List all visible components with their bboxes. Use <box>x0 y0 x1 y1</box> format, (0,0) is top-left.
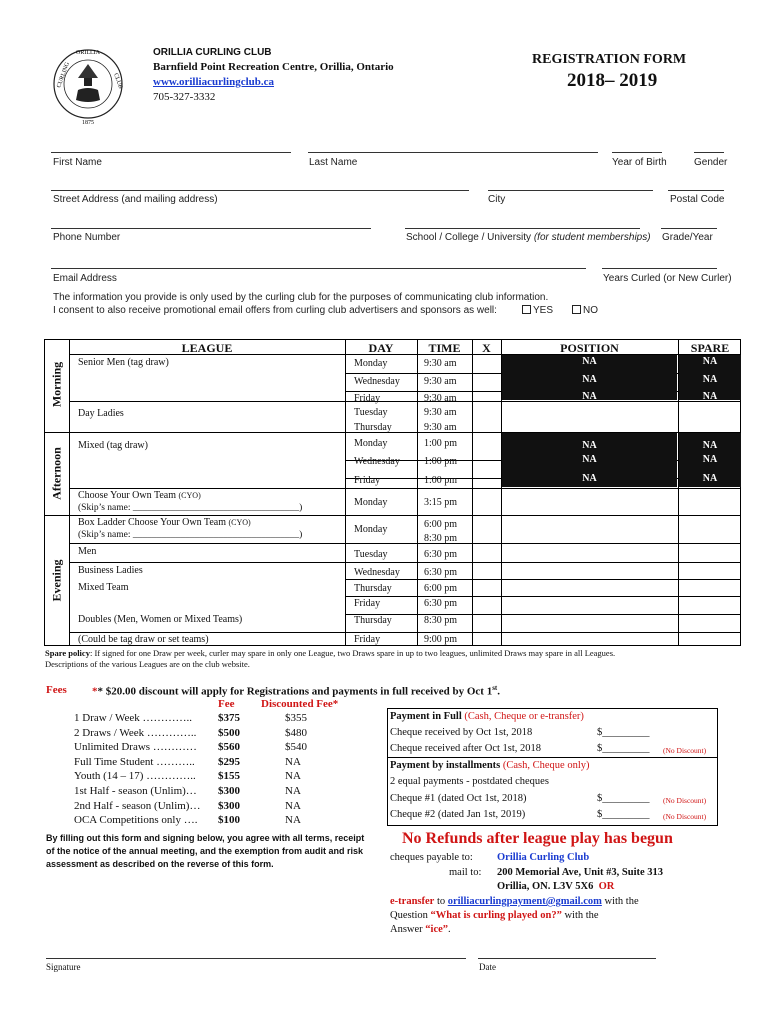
fee-row-fee: $300 <box>218 799 240 812</box>
time-cell: 6:30 pm <box>424 598 458 609</box>
consent-yes[interactable]: YES <box>522 305 553 316</box>
last-name-field[interactable] <box>308 152 598 153</box>
time-cell: 1:00 pm <box>424 475 458 486</box>
school-label: School / College / University (for student memberships) <box>406 232 651 243</box>
club-name: ORILLIA CURLING CLUB <box>153 47 272 58</box>
day-cell: Monday <box>354 524 388 535</box>
fee-row-disc: $540 <box>285 741 307 754</box>
day-cell: Friday <box>354 475 381 486</box>
header-x: X <box>482 341 491 355</box>
time-cell: 9:30 am <box>424 393 457 404</box>
fee-row-disc: NA <box>285 755 301 768</box>
header-time: TIME <box>428 341 461 355</box>
no-discount-note: (No Discount) <box>663 796 707 805</box>
time-cell: 9:30 am <box>424 358 457 369</box>
cheque-2-amount[interactable]: $_________ <box>597 809 650 820</box>
na-spare-3: NA <box>702 391 718 402</box>
street-label: Street Address (and mailing address) <box>53 194 218 205</box>
time-cell: 9:30 am <box>424 422 457 433</box>
date-label: Date <box>479 962 496 972</box>
time-cell: 8:30 pm <box>424 533 458 544</box>
payable-to: Orillia Curling Club <box>497 852 590 863</box>
fee-row-disc: $480 <box>285 726 307 739</box>
day-cell: Thursday <box>354 615 392 626</box>
league-box-ladder: Box Ladder Choose Your Own Team (CYO) <box>78 517 251 528</box>
discounted-fee-header: Discounted Fee* <box>261 698 339 710</box>
question-line: Question “What is curling played on?” with the <box>390 910 599 921</box>
na-pos-1: NA <box>582 356 597 367</box>
payable-label: cheques payable to: <box>390 852 473 863</box>
cheque-by-label: Cheque received by Oct 1st, 2018 <box>390 727 533 738</box>
fee-header: Fee <box>218 698 235 710</box>
club-address: Barnfield Point Recreation Centre, Orillia, Ontario <box>153 61 394 73</box>
fee-row-name: 1 Draw / Week ………….. <box>74 712 193 724</box>
mail-address-1: 200 Memorial Ave, Unit #3, Suite 313 <box>497 867 664 878</box>
grade-field[interactable] <box>661 228 717 229</box>
league-business-ladies: Business Ladies <box>78 565 143 576</box>
time-cell: 6:30 pm <box>424 549 458 560</box>
fee-row-name: 1st Half - season (Unlim)… <box>74 785 197 797</box>
etransfer-line: e-transfer to orilliacurlingpayment@gmail.com with the <box>390 896 639 907</box>
phone-label: Phone Number <box>53 232 121 243</box>
fee-row-fee: $300 <box>218 785 240 797</box>
time-cell: 9:30 am <box>424 407 457 418</box>
no-discount-note: (No Discount) <box>663 746 707 755</box>
club-website-link[interactable]: www.orilliacurlingclub.ca <box>153 76 274 88</box>
time-cell: 1:00 pm <box>424 456 458 467</box>
league-doubles-note: (Could be tag draw or set teams) <box>78 634 209 645</box>
postal-label: Postal Code <box>670 194 725 205</box>
na-pos-4: NA <box>582 440 597 451</box>
fee-row-name: 2 Draws / Week ………….. <box>74 726 197 739</box>
postal-field[interactable] <box>668 190 724 191</box>
league-men: Men <box>78 546 97 557</box>
fee-row-disc: $355 <box>285 712 307 724</box>
fee-row-fee: $500 <box>218 726 240 739</box>
day-cell: Monday <box>354 438 388 449</box>
na-spare-2: NA <box>702 374 718 385</box>
etransfer-email-link[interactable]: orilliacurlingpayment@gmail.com <box>447 896 602 907</box>
email-label: Email Address <box>53 273 117 284</box>
no-checkbox[interactable] <box>572 305 581 314</box>
cheque-2-label: Cheque #2 (dated Jan 1st, 2019) <box>390 809 526 820</box>
club-phone: 705-327-3332 <box>153 91 216 103</box>
cheque-1-label: Cheque #1 (dated Oct 1st, 2018) <box>390 793 527 804</box>
answer-line: Answer “ice”. <box>390 924 451 935</box>
phone-field[interactable] <box>51 228 371 229</box>
mail-label: mail to: <box>449 867 482 878</box>
fee-row-name: Full Time Student ……….. <box>74 755 195 768</box>
league-cyo: Choose Your Own Team (CYO) <box>78 490 201 501</box>
skip-name-1[interactable]: (Skip’s name: ___________________________________) <box>78 503 303 513</box>
header-league: LEAGUE <box>181 341 233 355</box>
svg-text:CURLING: CURLING <box>56 61 72 89</box>
fee-row-fee: $375 <box>218 712 240 724</box>
birth-year-field[interactable] <box>612 152 662 153</box>
cheque-after-label: Cheque received after Oct 1st, 2018 <box>390 743 542 754</box>
day-cell: Friday <box>354 393 381 404</box>
day-cell: Wednesday <box>354 567 400 578</box>
svg-text:1875: 1875 <box>82 120 94 126</box>
league-senior-men: Senior Men (tag draw) <box>78 357 169 368</box>
cheque-1-amount[interactable]: $_________ <box>597 793 650 804</box>
day-cell: Monday <box>354 497 388 508</box>
na-pos-3: NA <box>582 391 597 402</box>
spare-policy: Spare policy: If signed for one Draw per week, curler may spare in only one League, two Draws spare in up to two leagues, unlimited Draws may spare in all Leagues. <box>45 648 616 658</box>
svg-text:CLUB: CLUB <box>112 72 124 90</box>
signature-field[interactable] <box>46 958 466 959</box>
installments-desc: 2 equal payments - postdated cheques <box>390 776 549 787</box>
fee-row-disc: NA <box>285 785 301 797</box>
yes-checkbox[interactable] <box>522 305 531 314</box>
signature-label: Signature <box>46 962 81 972</box>
na-spare-4: NA <box>702 440 718 451</box>
last-name-label: Last Name <box>309 157 358 168</box>
fee-row-disc: NA <box>285 799 301 812</box>
fee-row-fee: $560 <box>218 741 240 754</box>
time-cell: 3:15 pm <box>424 497 458 508</box>
no-discount-note: (No Discount) <box>663 812 707 821</box>
section-evening: Evening <box>49 559 64 602</box>
day-cell: Tuesday <box>354 549 388 560</box>
cheque-by-amount[interactable]: $_________ <box>597 727 650 738</box>
time-cell: 6:30 pm <box>424 567 458 578</box>
league-table <box>44 339 741 646</box>
gender-field[interactable] <box>694 152 724 153</box>
city-field[interactable] <box>488 190 653 191</box>
city-label: City <box>488 194 506 205</box>
agreement-text: By filling out this form and signing below, you agree with all terms, receipt of the notice of the annual meeting, and the exemption from audit and risk assessment as described on the reverse of this form. <box>46 833 365 869</box>
fees-label: Fees <box>46 684 67 696</box>
league-day-ladies: Day Ladies <box>78 408 124 419</box>
street-field[interactable] <box>51 190 469 191</box>
first-name-field[interactable] <box>51 152 291 153</box>
day-cell: Friday <box>354 598 381 609</box>
consent-no[interactable]: NO <box>572 305 598 316</box>
fee-row-name: OCA Competitions only …. <box>74 814 198 827</box>
birth-year-label: Year of Birth <box>612 157 667 168</box>
gender-label: Gender <box>694 157 728 168</box>
na-spare-1: NA <box>702 356 718 367</box>
section-afternoon: Afternoon <box>49 447 64 500</box>
header-day: DAY <box>368 341 394 355</box>
consent-line-2: I consent to also receive promotional email offers from curling club advertisers and sponsors as well: <box>53 305 497 316</box>
time-cell: 8:30 pm <box>424 615 458 626</box>
school-field[interactable] <box>405 228 640 229</box>
svg-text:ORILLIA: ORILLIA <box>76 50 100 56</box>
day-cell: Monday <box>354 358 388 369</box>
fee-row-name: Unlimited Draws ………… <box>74 741 197 754</box>
consent-line-1: The information you provide is only used by the curling club for the purposes of communicating club information. <box>53 292 549 303</box>
fee-row-fee: $155 <box>218 770 240 783</box>
date-field[interactable] <box>478 958 656 959</box>
fee-row-name: Youth (14 – 17) ………….. <box>74 770 196 783</box>
day-cell: Wednesday <box>354 456 400 467</box>
day-cell: Tuesday <box>354 407 388 418</box>
no-refunds-notice: No Refunds after league play has begun <box>402 830 673 847</box>
cheque-after-amount[interactable]: $_________ <box>597 743 650 754</box>
fee-row-fee: $295 <box>218 755 240 768</box>
years-curled-field[interactable] <box>602 268 717 269</box>
na-pos-2: NA <box>582 374 597 385</box>
time-cell: 1:00 pm <box>424 438 458 449</box>
installments-title: Payment by installments (Cash, Cheque only) <box>390 760 590 771</box>
years-curled-label: Years Curled (or New Curler) <box>603 273 732 284</box>
skip-name-2[interactable]: (Skip’s name: ___________________________________) <box>78 530 303 540</box>
day-cell: Thursday <box>354 422 392 433</box>
league-mixed-team: Mixed Team <box>78 582 129 593</box>
fee-row-fee: $100 <box>218 814 240 827</box>
day-cell: Friday <box>354 634 381 645</box>
na-pos-6: NA <box>582 473 597 484</box>
fee-row-disc: NA <box>285 770 301 783</box>
email-field[interactable] <box>51 268 586 269</box>
section-morning: Morning <box>49 361 64 408</box>
spare-policy-line-2: Descriptions of the various Leagues are on the club website. <box>45 659 250 669</box>
league-doubles: Doubles (Men, Women or Mixed Teams) <box>78 614 243 625</box>
league-mixed-tag: Mixed (tag draw) <box>78 440 148 451</box>
form-season: 2018– 2019 <box>567 70 658 91</box>
fee-row-name: 2nd Half - season (Unlim)… <box>74 799 201 812</box>
time-cell: 6:00 pm <box>424 583 458 594</box>
na-pos-5: NA <box>582 454 597 465</box>
first-name-label: First Name <box>53 157 102 168</box>
mail-address-2: Orillia, ON. L3V 5X6 OR <box>497 881 615 892</box>
club-logo <box>48 44 128 128</box>
time-cell: 9:00 pm <box>424 634 458 645</box>
form-title: REGISTRATION FORM <box>532 52 687 67</box>
time-cell: 6:00 pm <box>424 519 458 530</box>
time-cell: 9:30 am <box>424 376 457 387</box>
grade-label: Grade/Year <box>662 232 713 243</box>
fee-row-disc: NA <box>285 814 301 827</box>
curling-stone-logo-icon <box>48 44 128 128</box>
na-spare-6: NA <box>702 473 718 484</box>
header-position: POSITION <box>560 341 619 355</box>
payment-full-title: Payment in Full (Cash, Cheque or e-transfer) <box>390 711 584 722</box>
day-cell: Wednesday <box>354 376 400 387</box>
day-cell: Thursday <box>354 583 392 594</box>
header-spare: SPARE <box>690 341 730 355</box>
na-spare-5: NA <box>702 454 718 465</box>
discount-note: ** $20.00 discount will apply for Registrations and payments in full received by Oct 1st. <box>92 684 501 698</box>
